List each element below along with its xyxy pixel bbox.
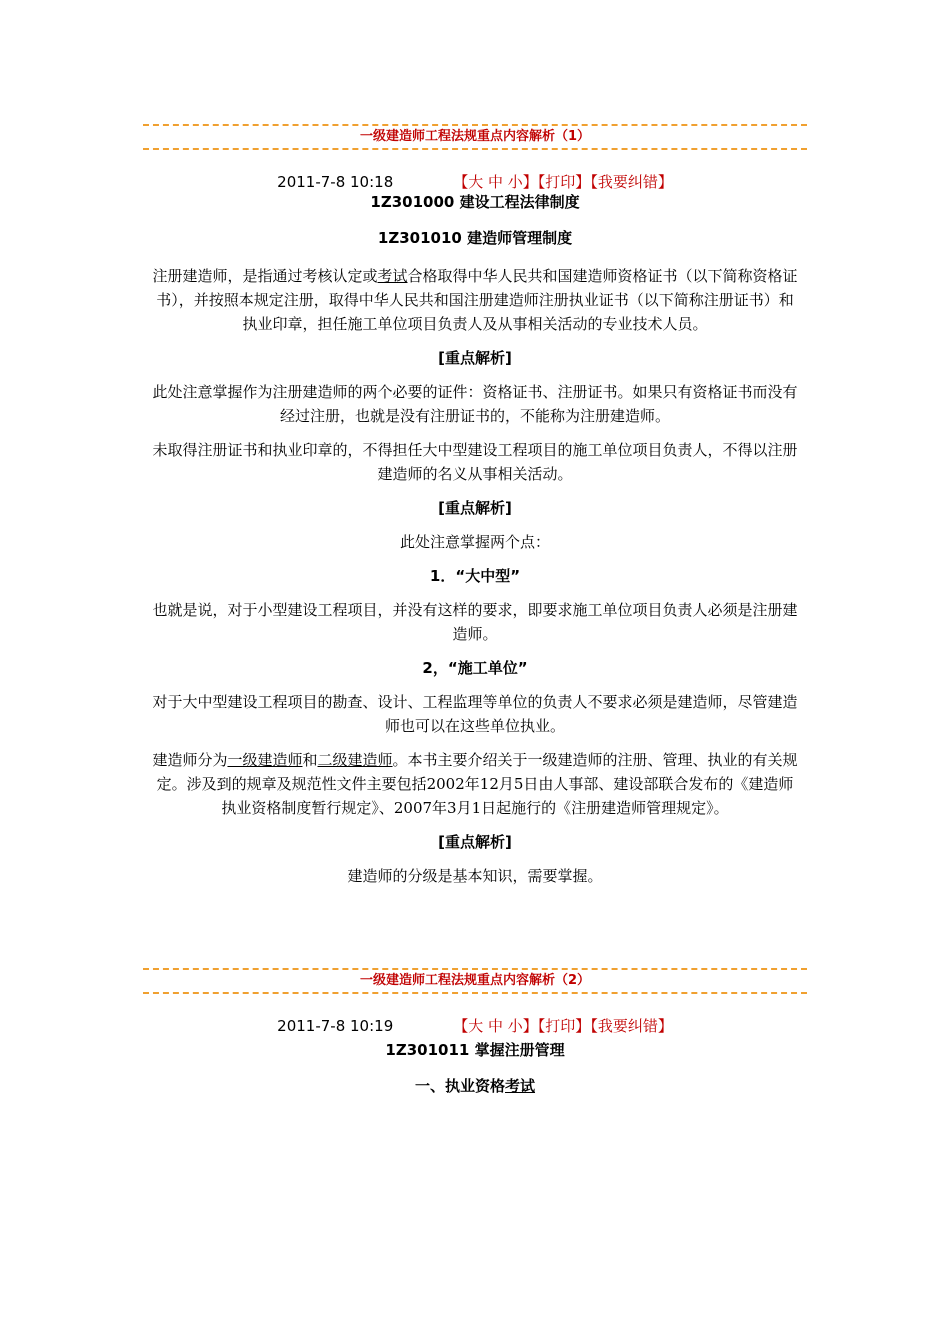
font-size-links[interactable]: 【大 中 小】 <box>453 1017 538 1035</box>
paragraph-text: 合格取得中华人民共和国建造师资格证书（以下简称资格证书），并按照本规定注册，取得中华人民共和国注册建造师注册执业证书（以下简称注册证书）和执业印章，担任施工单位项目负责人及从事相关活动的专业技术人员。 <box>156 267 798 333</box>
paragraph-text: 建造师分为 <box>152 751 228 769</box>
key-analysis-label: [重点解析] <box>438 499 512 517</box>
point-heading: 2，“施工单位” <box>422 659 528 677</box>
article-1 <box>143 124 807 888</box>
first-class-constructor-link[interactable]: 一级建造师 <box>227 751 303 769</box>
section-heading: 1Z301000 建设工程法律制度 <box>370 193 580 211</box>
banner-bottom-divider <box>143 148 807 150</box>
article-2 <box>143 968 807 1096</box>
banner-bottom-divider <box>143 992 807 994</box>
exam-link[interactable]: 考试 <box>505 1077 536 1095</box>
subsection-heading-text: 一、执业资格 <box>414 1077 505 1095</box>
paragraph: 建造师的分级是基本知识，需要掌握。 <box>347 867 603 885</box>
key-analysis-label: [重点解析] <box>438 349 512 367</box>
paragraph <box>143 748 807 820</box>
second-class-constructor-link[interactable]: 二级建造师 <box>317 751 393 769</box>
subsection-heading: 1Z301010 建造师管理制度 <box>377 229 573 247</box>
report-error-link[interactable]: 【我要纠错】 <box>590 1017 673 1035</box>
paragraph: 对于大中型建设工程项目的勘查、设计、工程监理等单位的负责人不要求必须是建造师，尽管建造师也可以在这些单位执业。 <box>152 693 798 735</box>
document <box>143 124 807 1096</box>
paragraph-text: 。本书主要介绍关于一级建造师的注册、管理、执业的有关规定。涉及到的规章及规范性文件主要包括2002年12月5日由人事部、建设部联合发布的《建造师执业资格制度暂行规定》、2007年3月1日起施行的《注册建造师管理规定》。 <box>156 751 798 817</box>
paragraph: 也就是说，对于小型建设工程项目，并没有这样的要求，即要求施工单位项目负责人必须是注册建造师。 <box>152 601 798 643</box>
paragraph: 未取得注册证书和执业印章的，不得担任大中型建设工程项目的施工单位项目负责人，不得以注册建造师的名义从事相关活动。 <box>152 441 798 483</box>
exam-link[interactable]: 考试 <box>377 267 408 285</box>
paragraph: 此处注意掌握两个点： <box>399 533 550 551</box>
article-meta <box>143 1016 807 1036</box>
paragraph-text: 和 <box>302 751 318 769</box>
publish-date: 2011-7-8 10:19 <box>277 1017 394 1035</box>
publish-date: 2011-7-8 10:18 <box>277 173 394 191</box>
section-heading: 1Z301011 掌握注册管理 <box>385 1041 565 1059</box>
font-size-links[interactable]: 【大 中 小】 <box>453 173 538 191</box>
paragraph: 此处注意掌握作为注册建造师的两个必要的证件：资格证书、注册证书。如果只有资格证书而没有经过注册，也就是没有注册证书的，不能称为注册建造师。 <box>152 383 798 425</box>
article-title[interactable]: 一级建造师工程法规重点内容解析（2） <box>359 973 591 988</box>
paragraph-text: 注册建造师，是指通过考核认定或 <box>152 267 378 285</box>
subsection-heading <box>143 1076 807 1096</box>
point-heading: 1．“大中型” <box>429 567 521 585</box>
print-link[interactable]: 【打印】 <box>537 1017 591 1035</box>
key-analysis-label: [重点解析] <box>438 833 512 851</box>
paragraph <box>143 264 807 336</box>
report-error-link[interactable]: 【我要纠错】 <box>590 173 673 191</box>
article-meta <box>143 172 807 192</box>
print-link[interactable]: 【打印】 <box>537 173 591 191</box>
article-title[interactable]: 一级建造师工程法规重点内容解析（1） <box>359 129 591 144</box>
